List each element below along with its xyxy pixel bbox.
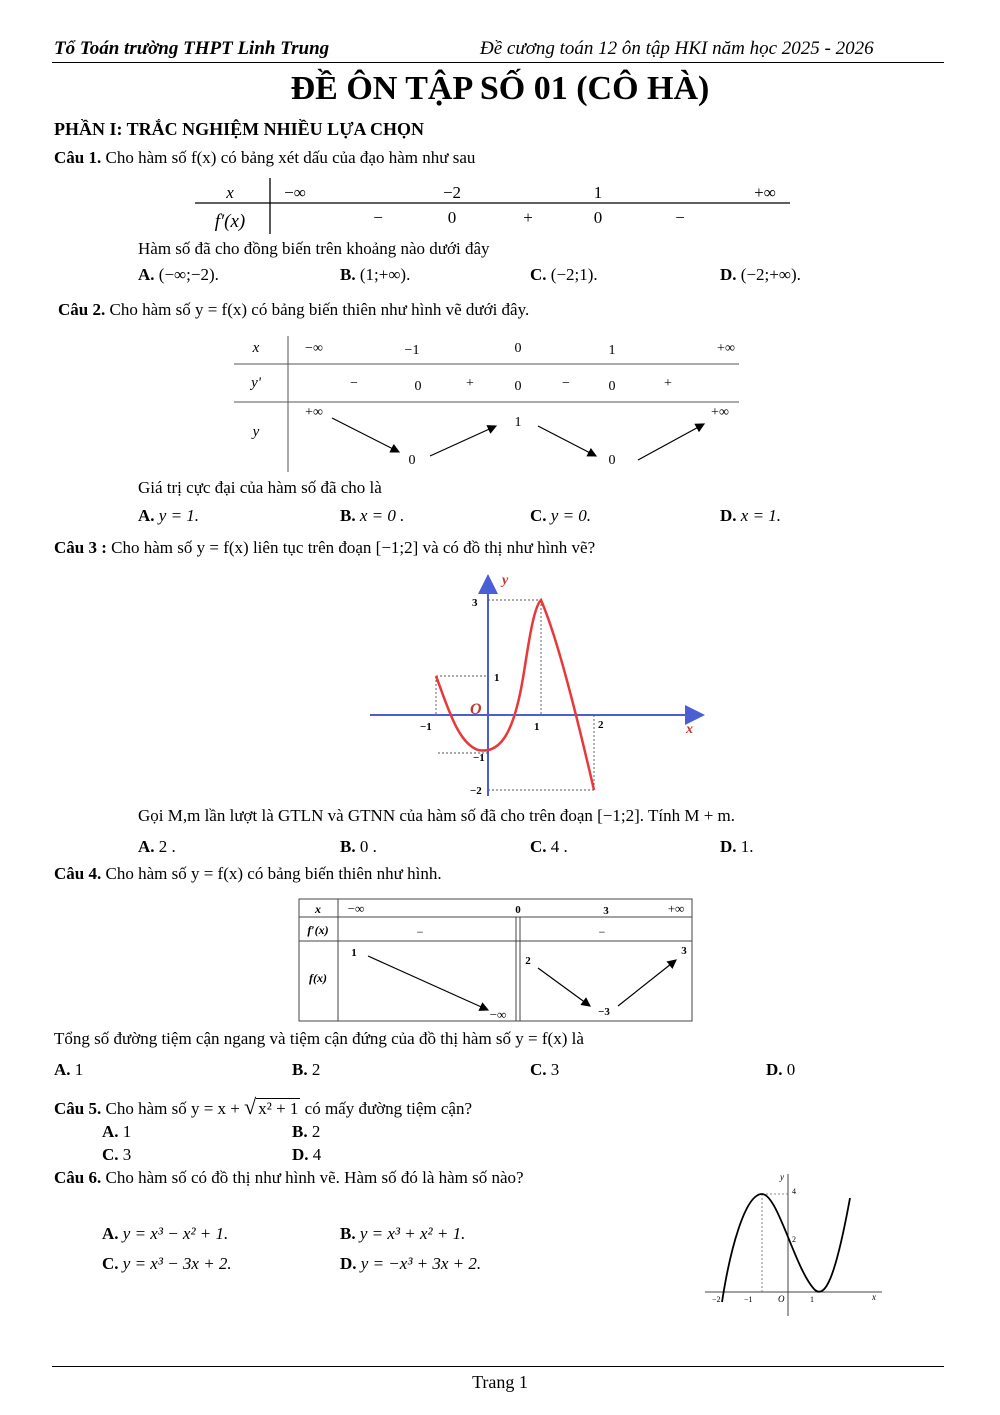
q1-cell-posinf: +∞ bbox=[754, 183, 776, 202]
q2-x-posinf: +∞ bbox=[717, 341, 735, 356]
q5-option-d[interactable]: D. 4 bbox=[292, 1145, 322, 1164]
q1-sign-3: − bbox=[675, 208, 685, 227]
q4-f-2: 2 bbox=[525, 955, 531, 967]
q6-tick-2: 2 bbox=[792, 1235, 796, 1244]
q4-x-head: x bbox=[315, 902, 321, 916]
q3-tick-x1: 1 bbox=[534, 721, 540, 733]
q2-y-min1: 0 bbox=[408, 453, 416, 468]
q4-x-0: 0 bbox=[515, 904, 521, 916]
q5-sqrt-body: x² + 1 bbox=[258, 1099, 299, 1118]
q6-option-d[interactable]: D. y = −x³ + 3x + 2. bbox=[340, 1254, 482, 1273]
q2-y-max: 1 bbox=[514, 415, 522, 430]
q1-sign-2: + bbox=[523, 208, 533, 227]
q1-cell-1: 1 bbox=[593, 183, 603, 202]
q6-option-a[interactable]: A. y = x³ − x² + 1. bbox=[102, 1224, 229, 1243]
q2-x-head: x bbox=[252, 340, 260, 356]
q2-y-posinf-right: +∞ bbox=[711, 405, 729, 420]
q2-y-posinf-left: +∞ bbox=[305, 405, 323, 420]
q2-option-d[interactable]: D. x = 1. bbox=[720, 506, 782, 525]
q6-tick-4: 4 bbox=[792, 1187, 796, 1196]
q2-stem bbox=[58, 300, 529, 320]
q1-text: Cho hàm số f(x) có bảng xét dấu của đạo hàm như sau bbox=[105, 148, 476, 167]
header-left: Tổ Toán trường THPT Linh Trung bbox=[54, 38, 330, 59]
q6-x-label: x bbox=[872, 1292, 876, 1302]
q4-f-neginf: −∞ bbox=[489, 1007, 507, 1022]
q2-option-a[interactable]: A. y = 1. bbox=[138, 506, 200, 525]
q6-stem bbox=[54, 1168, 524, 1188]
q3-curve bbox=[436, 600, 594, 790]
q3-tick-y1: 1 bbox=[494, 672, 500, 684]
q4-x-neginf: −∞ bbox=[347, 901, 365, 916]
q4-f-m3: −3 bbox=[598, 1006, 610, 1018]
q1-stem bbox=[54, 148, 475, 168]
q6-label: Câu 6. bbox=[54, 1168, 102, 1187]
q3-tick-ym2: −2 bbox=[470, 785, 482, 797]
q4-variation-table bbox=[298, 898, 696, 1024]
q5-text-pre: Cho hàm số y = x + bbox=[105, 1099, 240, 1118]
footer-rule bbox=[52, 1366, 944, 1367]
q3-origin: O bbox=[470, 701, 482, 718]
q2-y-head: y bbox=[252, 424, 260, 440]
q2-yp-head: y' bbox=[251, 375, 261, 391]
q6-graph bbox=[700, 1170, 890, 1320]
q4-arrow-3 bbox=[618, 960, 676, 1006]
q1-option-d[interactable]: D. (−2;+∞). bbox=[720, 265, 801, 284]
page-number: Trang 1 bbox=[472, 1372, 528, 1392]
q3-tick-ym1: −1 bbox=[473, 752, 485, 764]
q6-tick-m2: −2 bbox=[712, 1295, 721, 1304]
q1-option-c[interactable]: C. (−2;1). bbox=[530, 265, 598, 284]
q4-option-d[interactable]: D. 0 bbox=[766, 1060, 796, 1079]
q4-fp-s2: − bbox=[598, 925, 606, 939]
q6-text: Cho hàm số có đồ thị như hình vẽ. Hàm số đó là hàm số nào? bbox=[105, 1168, 524, 1187]
q2-yp-z2: 0 bbox=[514, 379, 522, 394]
q6-option-c[interactable]: C. y = x³ − 3x + 2. bbox=[102, 1254, 232, 1273]
header-rule bbox=[52, 62, 944, 63]
q2-arrow-1 bbox=[332, 418, 399, 452]
q3-question: Gọi M,m lần lượt là GTLN và GTNN của hàm số đã cho trên đoạn [−1;2]. Tính M + m. bbox=[138, 806, 736, 825]
q1-option-b[interactable]: B. (1;+∞). bbox=[340, 265, 411, 284]
q1-zero-1: 0 bbox=[447, 208, 457, 227]
q2-yp-z1: 0 bbox=[414, 379, 422, 394]
q4-option-a[interactable]: A. 1 bbox=[54, 1060, 84, 1079]
q2-x-1: 1 bbox=[608, 343, 616, 358]
q6-tick-1: 1 bbox=[810, 1295, 814, 1304]
q2-question: Giá trị cực đại của hàm số đã cho là bbox=[138, 478, 382, 497]
q2-y-min2: 0 bbox=[608, 453, 616, 468]
q3-option-c[interactable]: C. 4 . bbox=[530, 837, 568, 856]
q4-fp-s1: − bbox=[416, 925, 424, 939]
q3-option-a[interactable]: A. 2 . bbox=[138, 837, 176, 856]
q4-f-3: 3 bbox=[681, 945, 687, 957]
q4-x-posinf: +∞ bbox=[667, 901, 685, 916]
q1-question: Hàm số đã cho đồng biến trên khoảng nào dưới đây bbox=[138, 239, 490, 258]
q2-yp-s1: − bbox=[350, 376, 358, 391]
q3-tick-xm1: −1 bbox=[420, 721, 432, 733]
q3-label: Câu 3 : bbox=[54, 538, 107, 557]
q2-option-b[interactable]: B. x = 0 . bbox=[340, 506, 405, 525]
q6-tick-m1: −1 bbox=[744, 1295, 753, 1304]
q5-option-b[interactable]: B. 2 bbox=[292, 1122, 321, 1141]
q2-arrow-2 bbox=[430, 426, 496, 456]
q3-stem bbox=[54, 538, 595, 558]
q3-x-label: x bbox=[686, 722, 693, 737]
q6-y-label: y bbox=[780, 1172, 784, 1182]
q4-arrow-2 bbox=[538, 968, 590, 1006]
q5-sqrt-sign: √ bbox=[244, 1094, 257, 1119]
q1-cell-m2: −2 bbox=[442, 183, 462, 202]
q5-option-a[interactable]: A. 1 bbox=[102, 1122, 132, 1141]
q4-x-3: 3 bbox=[603, 905, 609, 917]
q4-f-1: 1 bbox=[351, 947, 357, 959]
q1-option-a[interactable]: A. (−∞;−2). bbox=[138, 265, 219, 284]
page-title: ĐỀ ÔN TẬP SỐ 01 (CÔ HÀ) bbox=[290, 70, 710, 107]
q2-variation-table bbox=[234, 334, 744, 474]
q5-stem bbox=[54, 1094, 472, 1120]
q2-yp-z3: 0 bbox=[608, 379, 616, 394]
q4-stem bbox=[54, 864, 442, 884]
q5-label: Câu 5. bbox=[54, 1099, 102, 1118]
q4-option-c[interactable]: C. 3 bbox=[530, 1060, 560, 1079]
q4-label: Câu 4. bbox=[54, 864, 102, 883]
q3-text: Cho hàm số y = f(x) liên tục trên đoạn [−1;2] và có đồ thị như hình vẽ? bbox=[111, 538, 596, 557]
q1-cell-x: x bbox=[226, 183, 234, 202]
q6-origin: O bbox=[778, 1294, 785, 1304]
q3-option-b[interactable]: B. 0 . bbox=[340, 837, 377, 856]
q2-x-neginf: −∞ bbox=[305, 341, 323, 356]
q1-cell-fp: f′(x) bbox=[214, 211, 246, 232]
q2-yp-s3: − bbox=[562, 376, 570, 391]
q4-question: Tổng số đường tiệm cận ngang và tiệm cận đứng của đồ thị hàm số y = f(x) là bbox=[54, 1029, 584, 1048]
q4-fp-head: f′(x) bbox=[307, 923, 329, 937]
q3-y-label: y bbox=[502, 573, 509, 588]
q2-option-c[interactable]: C. y = 0. bbox=[530, 506, 592, 525]
q6-curve bbox=[722, 1194, 850, 1302]
q3-tick-3: 3 bbox=[472, 597, 478, 609]
q4-text: Cho hàm số y = f(x) có bảng biến thiên như hình. bbox=[105, 864, 442, 883]
q5-option-c[interactable]: C. 3 bbox=[102, 1145, 132, 1164]
q1-zero-2: 0 bbox=[593, 208, 603, 227]
q4-f-head: f(x) bbox=[309, 971, 327, 985]
q2-text: Cho hàm số y = f(x) có bảng biến thiên như hình vẽ dưới đây. bbox=[109, 300, 530, 319]
q2-arrow-3 bbox=[538, 426, 596, 456]
q1-sign-table bbox=[190, 176, 800, 236]
q2-label: Câu 2. bbox=[58, 300, 106, 319]
q2-x-0: 0 bbox=[514, 341, 522, 356]
q1-sign-1: − bbox=[373, 208, 383, 227]
q2-x-m1: −1 bbox=[404, 343, 420, 358]
section-title: PHẦN I: TRẮC NGHIỆM NHIỀU LỰA CHỌN bbox=[54, 119, 425, 139]
q4-option-b[interactable]: B. 2 bbox=[292, 1060, 321, 1079]
q3-option-d[interactable]: D. 1. bbox=[720, 837, 754, 856]
q1-cell-neginf: −∞ bbox=[284, 183, 306, 202]
q3-graph bbox=[368, 568, 713, 800]
q4-arrow-1 bbox=[368, 956, 488, 1010]
q3-tick-x2: 2 bbox=[598, 719, 604, 731]
q2-arrow-4 bbox=[638, 424, 704, 460]
q2-yp-s2: + bbox=[466, 376, 474, 391]
q5-text-post: có mấy đường tiệm cận? bbox=[304, 1099, 473, 1118]
q6-option-b[interactable]: B. y = x³ + x² + 1. bbox=[340, 1224, 466, 1243]
q2-yp-s4: + bbox=[664, 376, 672, 391]
q1-label: Câu 1. bbox=[54, 148, 102, 167]
header-right: Đề cương toán 12 ôn tập HKI năm học 2025 - 2026 bbox=[480, 38, 874, 59]
